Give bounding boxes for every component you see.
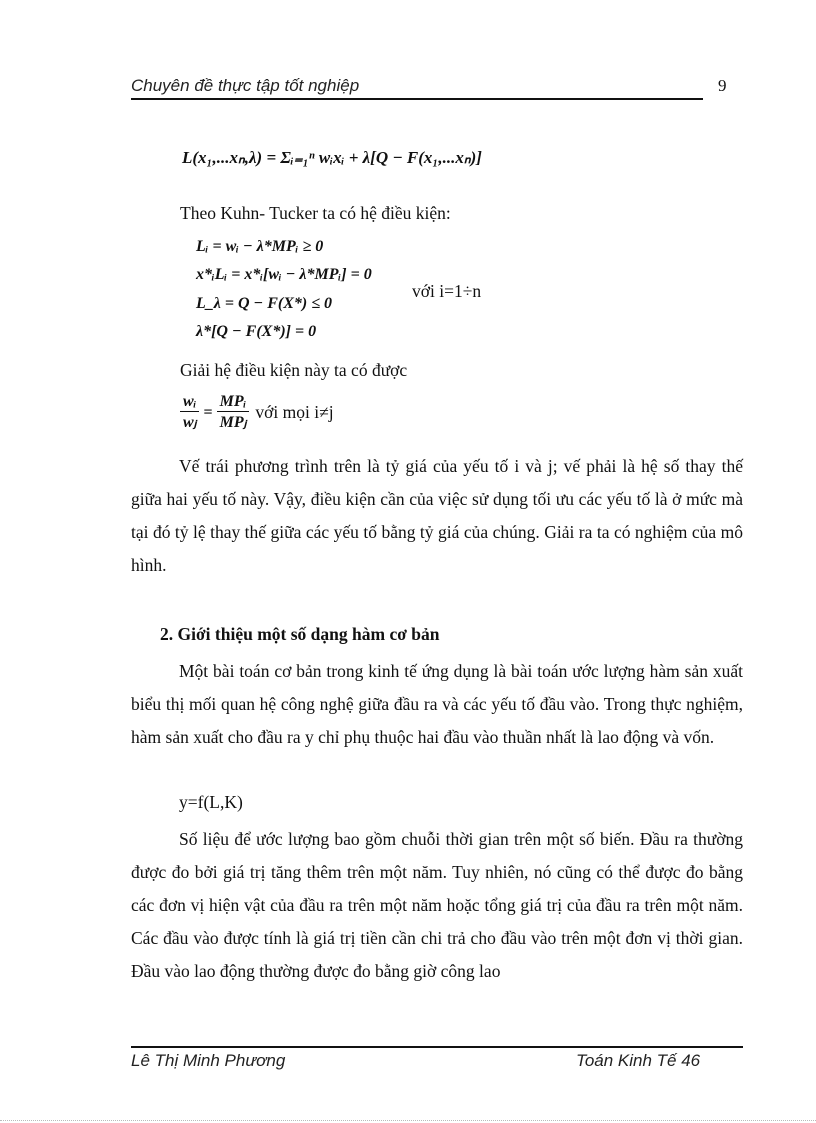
- page-number: 9: [718, 76, 727, 95]
- equals-sign: =: [203, 403, 213, 421]
- page-edge-dotted-line: [0, 1120, 816, 1121]
- footer-class: Toán Kinh Tế 46: [576, 1051, 701, 1070]
- kkt-condition-3: L_λ = Q − F(X*) ≤ 0: [196, 295, 333, 312]
- header-rule: [131, 98, 703, 100]
- ratio-condition: với mọi i≠j: [255, 402, 334, 422]
- price-ratio-fraction: [180, 393, 199, 432]
- section-heading: 2. Giới thiệu một số dạng hàm cơ bản: [160, 624, 440, 644]
- price-numerator: wᵢ: [180, 393, 199, 412]
- price-denominator: wⱼ: [183, 414, 197, 431]
- mp-denominator: MPⱼ: [219, 414, 247, 431]
- optimality-ratio-equation: [180, 393, 334, 432]
- kkt-index-range: với i=1÷n: [412, 281, 482, 301]
- kkt-intro-text: Theo Kuhn- Tucker ta có hệ điều kiện:: [180, 203, 451, 223]
- solve-intro-text: Giải hệ điều kiện này ta có được: [180, 360, 408, 380]
- paragraph-interpretation: Vế trái phương trình trên là tỷ giá của yếu tố i và j; vế phải là hệ số thay thế giữa hai yếu tố này. Vậy, điều kiện cần của việc sử dụng tối ưu các yếu tố là ở mức mà tại đó tỷ lệ thay thế giữa các yếu tố bằng tỷ giá của chúng. Giải ra ta có nghiệm của mô hình.: [131, 456, 743, 575]
- paragraph-production-function: Một bài toán cơ bản trong kinh tế ứng dụng là bài toán ước lượng hàm sản xuất biểu thị mối quan hệ công nghệ giữa đầu ra và các yếu tố đầu vào. Trong thực nghiệm, hàm sản xuất cho đầu ra y chỉ phụ thuộc hai đầu vào thuần nhất là lao động và vốn.: [131, 661, 743, 747]
- paragraph-data-sources: Số liệu để ước lượng bao gồm chuỗi thời gian trên một số biến. Đầu ra thường được đo bởi giá trị tăng thêm trên một năm. Tuy nhiên, nó cũng có thể được đo bằng các đơn vị hiện vật của đầu ra trên một năm hoặc tổng giá trị của đầu ra trên một năm. Các đầu vào được tính là giá trị tiền cần chi trả cho đầu vào trên một đơn vị thời gian. Đầu vào lao động thường được đo bằng giờ công lao: [131, 829, 743, 981]
- kkt-condition-2: x*ᵢLᵢ = x*ᵢ[wᵢ − λ*MPᵢ] = 0: [196, 266, 372, 283]
- mp-ratio-fraction: [217, 393, 250, 432]
- header-title: Chuyên đề thực tập tốt nghiệp: [131, 76, 360, 95]
- lagrangian-equation: L(x₁,...xₙ,λ) = Σᵢ₌₁ⁿ wᵢxᵢ + λ[Q − F(x₁,...xₙ)]: [182, 148, 482, 167]
- production-function-formula: y=f(L,K): [179, 792, 243, 812]
- kkt-condition-1: Lᵢ = wᵢ − λ*MPᵢ ≥ 0: [196, 238, 324, 255]
- footer-author: Lê Thị Minh Phương: [131, 1051, 286, 1070]
- footer-rule: [131, 1046, 743, 1048]
- mp-numerator: MPᵢ: [217, 393, 250, 412]
- kkt-condition-4: λ*[Q − F(X*)] = 0: [196, 323, 317, 340]
